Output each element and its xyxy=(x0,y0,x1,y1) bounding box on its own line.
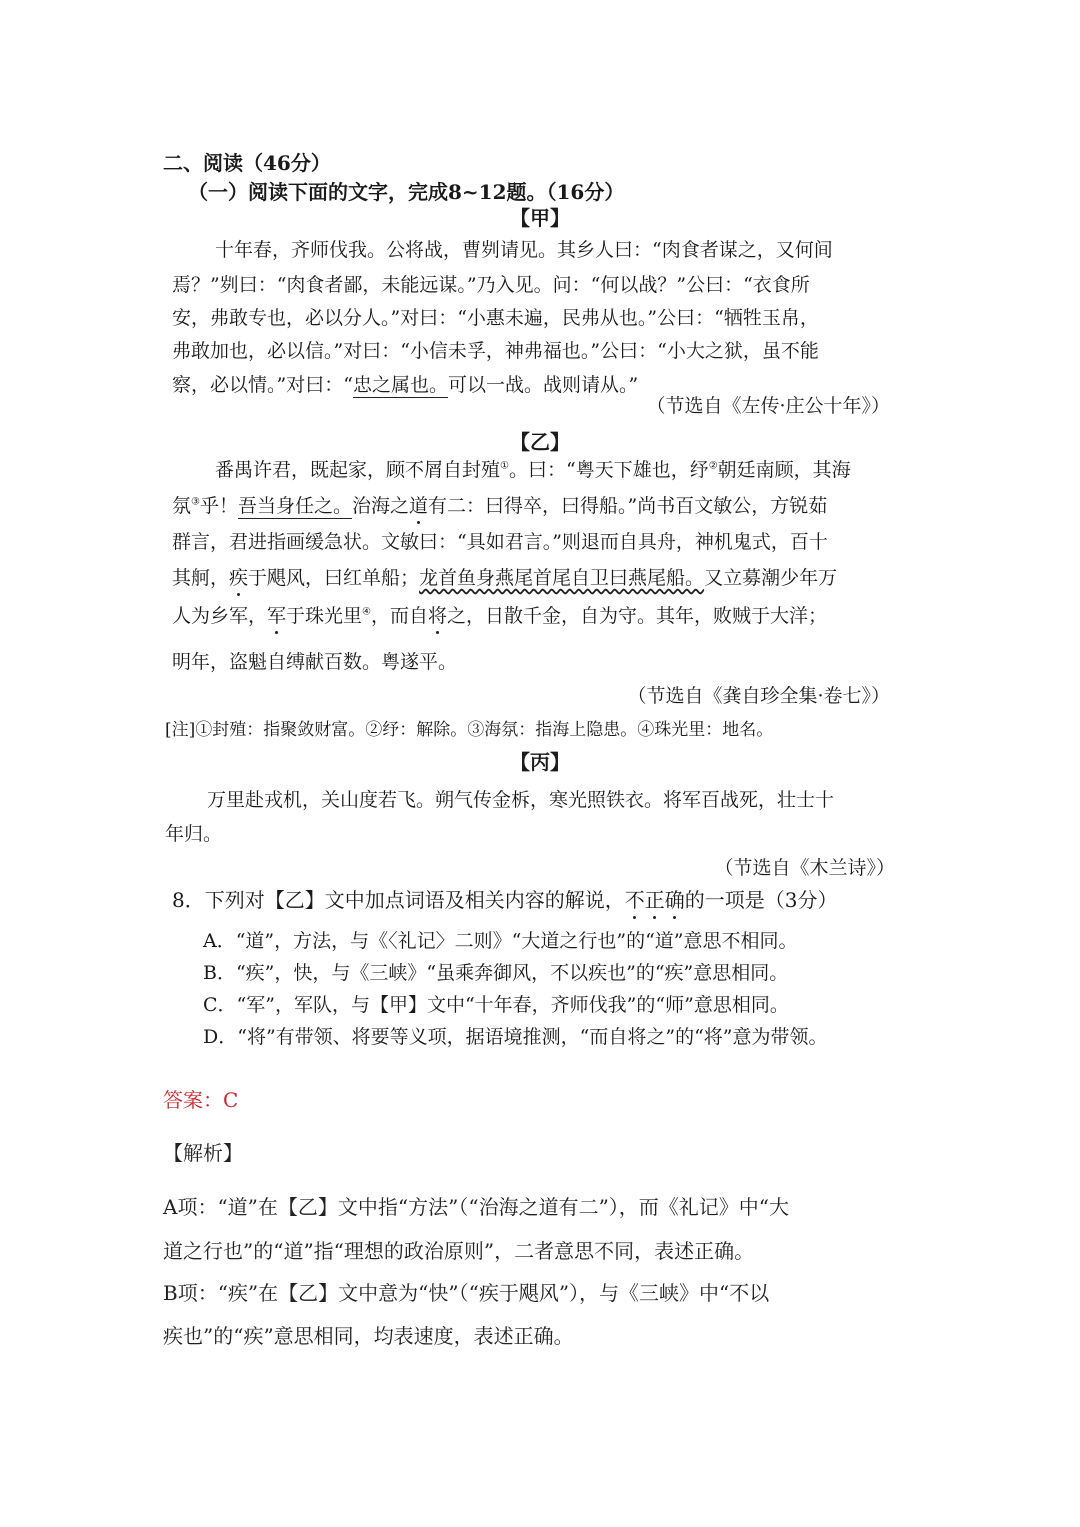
passage-line xyxy=(172,604,827,628)
passage-line: 明年，盗魁自缚献百数。粤遂平。 xyxy=(172,651,458,673)
passage-line xyxy=(215,458,851,482)
stem-text: 的一项是（3分） xyxy=(684,888,838,912)
analysis-line: A项：“道”在【乙】文中指“方法”（“治海之道有二”），而《礼记》中“大 xyxy=(163,1195,790,1219)
passage-jia-source: （节选自《左传·庄公十年》） xyxy=(646,395,890,417)
passage-text: 又立募潮少年万 xyxy=(704,567,838,589)
passage-text: 其舸， xyxy=(172,567,230,589)
passage-line: 十年春，齐师伐我。公将战，曹刿请见。其乡人曰：“肉食者谋之，又何间 xyxy=(215,239,833,261)
passage-text: 番禺许君，既起家，顾不屑自封殖 xyxy=(215,459,501,481)
passage-line: 焉？”刿曰：“肉食者鄙，未能远谋。”乃入见。问：“何以战？”公曰：“衣食所 xyxy=(172,274,810,296)
dotted-word: 疾 xyxy=(229,567,249,589)
analysis-line: 疾也”的“疾”意思相同，均表速度，表述正确。 xyxy=(163,1324,574,1348)
passage-bing-heading: 【丙】 xyxy=(510,750,570,774)
passage-line xyxy=(172,373,638,397)
option-c: C．“军”，军队，与【甲】文中“十年春，齐师伐我”的“师”意思相同。 xyxy=(203,994,789,1016)
footnote: [注]①封殖：指聚敛财富。②纾：解除。③海氛：指海上隐患。④珠光里：地名。 xyxy=(165,720,774,740)
passage-yi-heading: 【乙】 xyxy=(510,430,570,454)
dotted-word: 将 xyxy=(428,605,448,627)
answer-label: 答案：C xyxy=(163,1088,239,1112)
passage-text: 有二：曰得卒，曰得船。”尚书百文敏公，方锐茹 xyxy=(428,495,828,517)
stem-text: 8．下列对【乙】文中加点词语及相关内容的解说， xyxy=(172,888,625,912)
option-b: B．“疾”，快，与《三峡》“虽乘奔御风，不以疾也”的“疾”意思相同。 xyxy=(203,962,789,984)
passage-text: 可以一战。战则请从。” xyxy=(447,374,639,396)
passage-line: 弗敢加也，必以信。”对曰：“小信未孚，神弗福也。”公曰：“小大之狱，虽不能 xyxy=(172,340,819,362)
footnote-mark: ② xyxy=(708,460,718,472)
passage-line: 年归。 xyxy=(165,823,223,845)
passage-text: 人为乡军， xyxy=(172,605,268,627)
passage-yi-source: （节选自《龚自珍全集·卷七》） xyxy=(627,685,890,707)
passage-jia-heading: 【甲】 xyxy=(510,206,570,230)
analysis-heading: 【解析】 xyxy=(163,1141,243,1165)
passage-line: 万里赴戎机，关山度若飞。朔气传金柝，寒光照铁衣。将军百战死，壮士十 xyxy=(207,789,835,811)
passage-line xyxy=(172,566,837,590)
passage-text: 朝廷南顾，其海 xyxy=(717,459,851,481)
footnote-mark: ③ xyxy=(191,496,200,508)
wavy-underlined-sentence: 龙首鱼身燕尾首尾自卫曰燕尾船。 xyxy=(419,567,705,589)
question-stem xyxy=(172,888,837,912)
dotted-word: 道 xyxy=(409,495,429,517)
passage-bing-source: （节选自《木兰诗》） xyxy=(714,857,895,879)
passage-text: 治海之 xyxy=(352,495,410,517)
analysis-line: 道之行也”的“道”指“理想的政治原则”，二者意思不同，表述正确。 xyxy=(163,1239,755,1263)
section-subtitle: （一）阅读下面的文字，完成8~12题。（16分） xyxy=(188,180,625,204)
passage-line: 群言，君进指画缓急状。文敏曰：“具如君言。”则退而自具舟，神机鬼式，百十 xyxy=(172,531,828,553)
dotted-word: 军 xyxy=(267,605,287,627)
passage-text: 氛 xyxy=(172,495,192,517)
underlined-sentence: 忠之属也。 xyxy=(352,374,448,396)
passage-text: 于珠光里 xyxy=(286,605,363,627)
passage-text: ，而自 xyxy=(371,605,429,627)
passage-line: 安，弗敢专也，必以分人。”对曰：“小惠未遍，民弗从也。”公曰：“牺牲玉帛， xyxy=(172,307,819,329)
option-a: A．“道”，方法，与《〈礼记〉二则》“大道之行也”的“道”意思不相同。 xyxy=(203,930,798,952)
option-d: D．“将”有带领、将要等义项，据语境推测，“而自将之”的“将”意为带领。 xyxy=(203,1026,828,1048)
dotted-word: 正 xyxy=(644,888,665,912)
dotted-word: 不 xyxy=(624,888,645,912)
underlined-sentence: 吾当身任之。 xyxy=(238,495,353,517)
analysis-line: B项：“疾”在【乙】文中意为“快”（“疾于飓风”），与《三峡》中“不以 xyxy=(163,1281,770,1305)
passage-text: 察，必以情。”对曰：“ xyxy=(172,374,353,396)
section-title: 二、阅读（46分） xyxy=(163,151,331,175)
passage-text: 乎！ xyxy=(199,495,238,517)
passage-text: 。曰：“粤天下雄也，纾 xyxy=(508,459,709,481)
footnote-mark: ④ xyxy=(362,606,372,618)
footnote-mark: ① xyxy=(500,460,509,472)
dotted-word: 确 xyxy=(664,888,685,912)
passage-text: 之，日散千金，自为守。其年，败贼于大洋； xyxy=(447,605,828,627)
passage-text: 于飓风，曰红单船； xyxy=(248,567,420,589)
passage-line xyxy=(172,494,827,518)
